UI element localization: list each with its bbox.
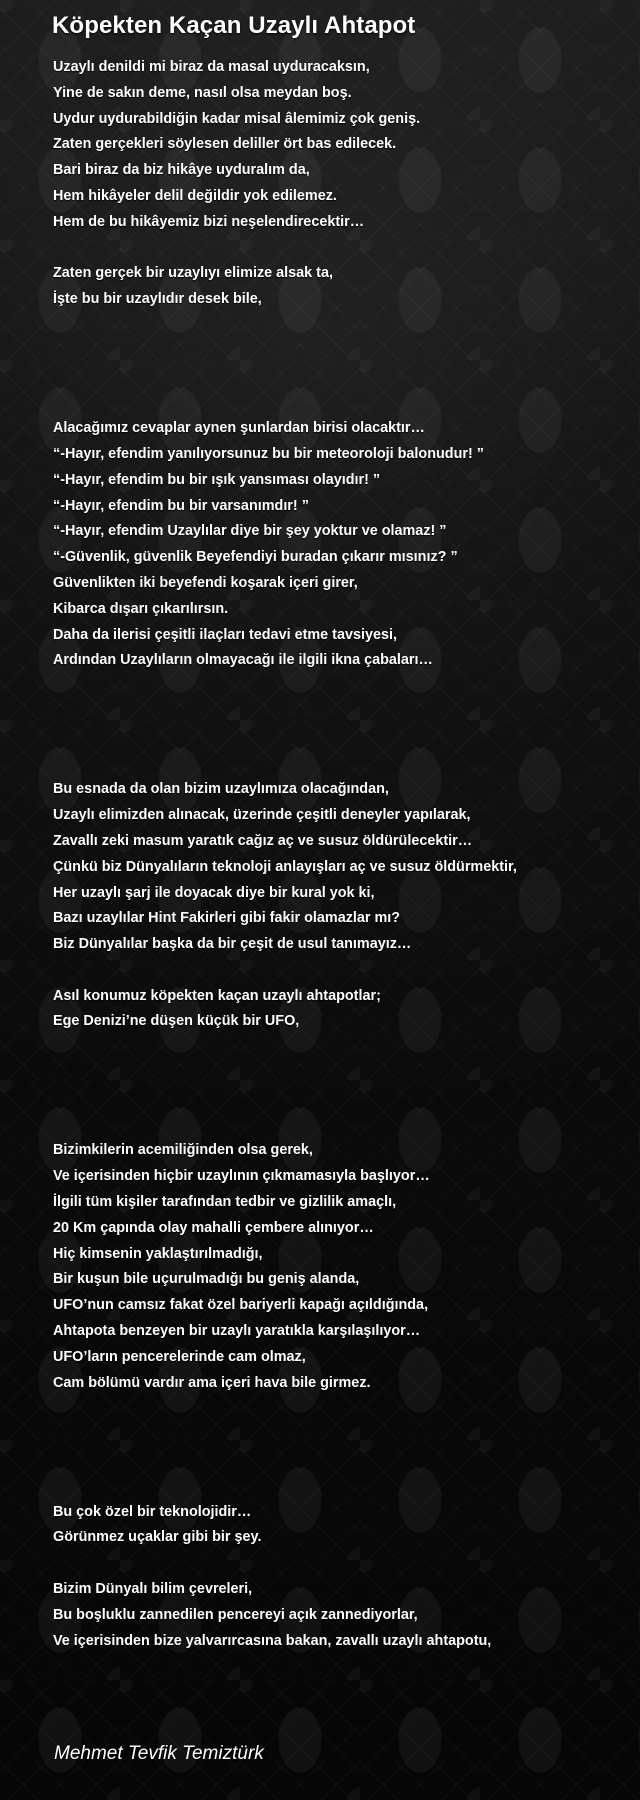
stanza-spacer (53, 752, 633, 778)
stanza-spacer (53, 674, 633, 700)
poem-line: “-Güvenlik, güvenlik Beyefendiyi buradan çıkarır mısınız? ” (53, 549, 458, 566)
poem-line: Daha da ilerisi çeşitli ilaçları tedavi etme tavsiyesi, (53, 626, 397, 643)
stanza-spacer (53, 1061, 633, 1087)
poem-line: Biz Dünyalılar başka da bir çeşit de usul tanımayız… (53, 936, 412, 953)
poem-author: Mehmet Tevfik Temiztürk (54, 1743, 264, 1764)
poem-line: Hiç kimsenin yaklaştırılmadığı, (53, 1245, 263, 1262)
stanza-spacer (53, 958, 633, 984)
stanza-spacer (53, 1422, 633, 1448)
poem-line: İlgili tüm kişiler tarafından tedbir ve gizlilik amaçlı, (53, 1194, 397, 1211)
stanza-spacer (53, 1551, 633, 1577)
poem-line: Çünkü biz Dünyalıların teknoloji anlayışları aç ve susuz öldürmektir, (53, 858, 517, 875)
poem-line: 20 Km çapında olay mahalli çembere alınıyor… (53, 1219, 374, 1236)
stanza-spacer (53, 236, 633, 262)
stanza-spacer (53, 390, 633, 416)
poem-line: Zaten gerçek bir uzaylıyı elimize alsak ta, (53, 265, 333, 282)
poem-line: Güvenlikten iki beyefendi koşarak içeri girer, (53, 574, 358, 591)
poem-line: Bari biraz da biz hikâye uyduralım da, (53, 162, 310, 179)
poem-line: Her uzaylı şarj ile doyacak diye bir kural yok ki, (53, 884, 375, 901)
stanza-spacer (53, 726, 633, 752)
poem-line: Ahtapota benzeyen bir uzaylı yaratıkla karşılaşılıyor… (53, 1323, 421, 1340)
poem-line: Zavallı zeki masum yaratık cağız aç ve susuz öldürülecektir… (53, 832, 473, 849)
stanza-spacer (53, 339, 633, 365)
poem-line: Yine de sakın deme, nasıl olsa meydan boş. (53, 84, 352, 101)
poem-line: Hem hikâyeler delil değildir yok edilemez. (53, 187, 337, 204)
poem-line: Bu esnada da olan bizim uzaylımıza olacağından, (53, 781, 389, 798)
poem-line: Asıl konumuz köpekten kaçan uzaylı ahtapotlar; (53, 987, 381, 1004)
stanza-spacer (53, 1448, 633, 1474)
poem-line: UFO’ların pencerelerinde cam olmaz, (53, 1348, 306, 1365)
poem-line: Ardından Uzaylıların olmayacağı ile ilgili ikna çabaları… (53, 652, 433, 669)
poem-line: “-Hayır, efendim yanılıyorsunuz bu bir meteoroloji balonudur! ” (53, 445, 484, 462)
poem-line: Ve içerisinden hiçbir uzaylının çıkmamasıyla başlıyor… (53, 1168, 430, 1185)
poem-title: Köpekten Kaçan Uzaylı Ahtapot (52, 12, 416, 39)
stanza-spacer (53, 700, 633, 726)
poem-line: Uydur uydurabildiğin kadar misal âlemimiz çok geniş. (53, 110, 421, 127)
stanza-spacer (53, 1035, 633, 1061)
poem-line: Bu boşluklu zannedilen pencereyi açık zannediyorlar, (53, 1606, 418, 1623)
poem-line: Uzaylı denildi mi biraz da masal uyduracaksın, (53, 59, 370, 75)
poem-line: Hem de bu hikâyemiz bizi neşelendirecektir… (53, 213, 365, 230)
poem-line: Bu çok özel bir teknolojidir… (53, 1503, 252, 1520)
poem-line: Ve içerisinden bize yalvarırcasına bakan, zavallı uzaylı ahtapotu, (53, 1632, 492, 1649)
poem-line: Zaten gerçekleri söylesen deliller ört bas edilecek. (53, 136, 397, 153)
poem-line: Kibarca dışarı çıkarılırsın. (53, 600, 229, 617)
poem-line: Bir kuşun bile uçurulmadığı bu geniş alanda, (53, 1271, 360, 1288)
stanza-spacer (53, 1396, 633, 1422)
stanza-spacer (53, 313, 633, 339)
poem-line: UFO’nun camsız fakat özel bariyerli kapağı açıldığında, (53, 1297, 429, 1314)
poem-line: Ege Denizi’ne düşen küçük bir UFO, (53, 1013, 300, 1030)
poem-line: Bizim Dünyalı bilim çevreleri, (53, 1581, 253, 1598)
poem-line: Cam bölümü vardır ama içeri hava bile girmez. (53, 1374, 371, 1391)
poem-line: Bizimkilerin acemiliğinden olsa gerek, (53, 1142, 313, 1159)
poem-line: Görünmez uçaklar gibi bir şey. (53, 1529, 262, 1546)
stanza-spacer (53, 365, 633, 391)
poem-line: “-Hayır, efendim Uzaylılar diye bir şey yoktur ve olamaz! ” (53, 523, 447, 540)
stanza-spacer (53, 1474, 633, 1500)
stanza-spacer (53, 1087, 633, 1113)
poem-line: Bazı uzaylılar Hint Fakirleri gibi fakir olamazlar mı? (53, 910, 401, 927)
stanza-spacer (53, 1113, 633, 1139)
poem-line: İşte bu bir uzaylıdır desek bile, (53, 291, 262, 308)
poem-line: “-Hayır, efendim bu bir varsanımdır! ” (53, 497, 309, 514)
poem-body (53, 55, 633, 1654)
poem-line: “-Hayır, efendim bu bir ışık yansıması olayıdır! ” (53, 471, 381, 488)
poem-line: Alacağımız cevaplar aynen şunlardan birisi olacaktır… (53, 420, 425, 437)
poem-line: Uzaylı elimizden alınacak, üzerinde çeşitli deneyler yapılarak, (53, 807, 471, 824)
